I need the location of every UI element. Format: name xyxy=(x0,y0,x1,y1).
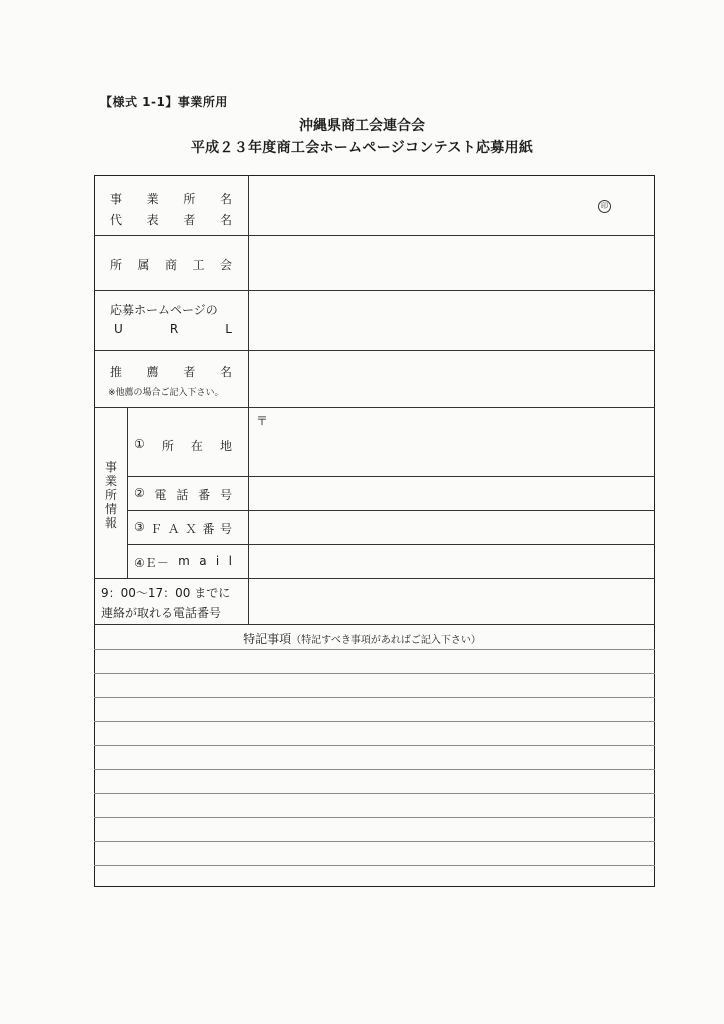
row-divider xyxy=(94,235,655,236)
representative-label: 代 表 者 名 xyxy=(110,213,232,227)
fax-label: ③ Ｆ Ａ Ｘ 番 号 xyxy=(134,520,232,536)
note-line xyxy=(94,673,655,674)
recommender-note: ※他薦の場合ご記入下さい。 xyxy=(108,388,224,398)
seal-mark-icon: 印 xyxy=(598,200,611,213)
row-divider xyxy=(94,578,655,579)
postal-mark: 〒 xyxy=(256,414,269,428)
organization-title: 沖縄県商工会連合会 xyxy=(299,118,425,134)
form-number: 【様式 1-1】事業所用 xyxy=(100,95,228,109)
note-line xyxy=(94,649,655,650)
row-divider xyxy=(127,476,655,477)
note-line xyxy=(94,841,655,842)
column-divider xyxy=(248,175,249,624)
row-divider xyxy=(127,544,655,545)
email-label: ④Ｅ－ m a i l xyxy=(134,554,232,570)
note-line xyxy=(94,769,655,770)
note-line xyxy=(94,817,655,818)
contact-hours-label: 9：00～17：00 までに xyxy=(101,586,231,600)
note-line xyxy=(94,793,655,794)
note-line xyxy=(94,745,655,746)
notes-hint: （特記すべき事項があればご記入下さい） xyxy=(291,635,481,646)
business-name-label: 事 業 所 名 xyxy=(110,192,232,206)
chamber-label: 所 属 商 工 会 xyxy=(110,258,232,272)
info-group-label: 事 業 所 情 報 xyxy=(104,460,117,530)
note-line xyxy=(94,721,655,722)
row-divider xyxy=(94,407,655,408)
form-title: 平成２３年度商工会ホームページコンテスト応募用紙 xyxy=(190,140,534,156)
row-divider xyxy=(94,624,655,625)
contact-phone-label: 連絡が取れる電話番号 xyxy=(101,606,222,620)
row-divider xyxy=(94,290,655,291)
row-divider xyxy=(94,350,655,351)
column-divider xyxy=(127,407,128,578)
note-line xyxy=(94,865,655,866)
notes-header xyxy=(0,630,724,647)
url-label: U R L xyxy=(114,322,232,336)
homepage-label: 応募ホームページの xyxy=(110,303,218,317)
address-label: ① 所 在 地 xyxy=(134,437,232,453)
note-line xyxy=(94,697,655,698)
notes-heading: 特記事項 xyxy=(243,632,292,646)
phone-label: ② 電 話 番 号 xyxy=(134,486,232,502)
row-divider xyxy=(127,510,655,511)
recommender-label: 推 薦 者 名 xyxy=(110,365,232,379)
